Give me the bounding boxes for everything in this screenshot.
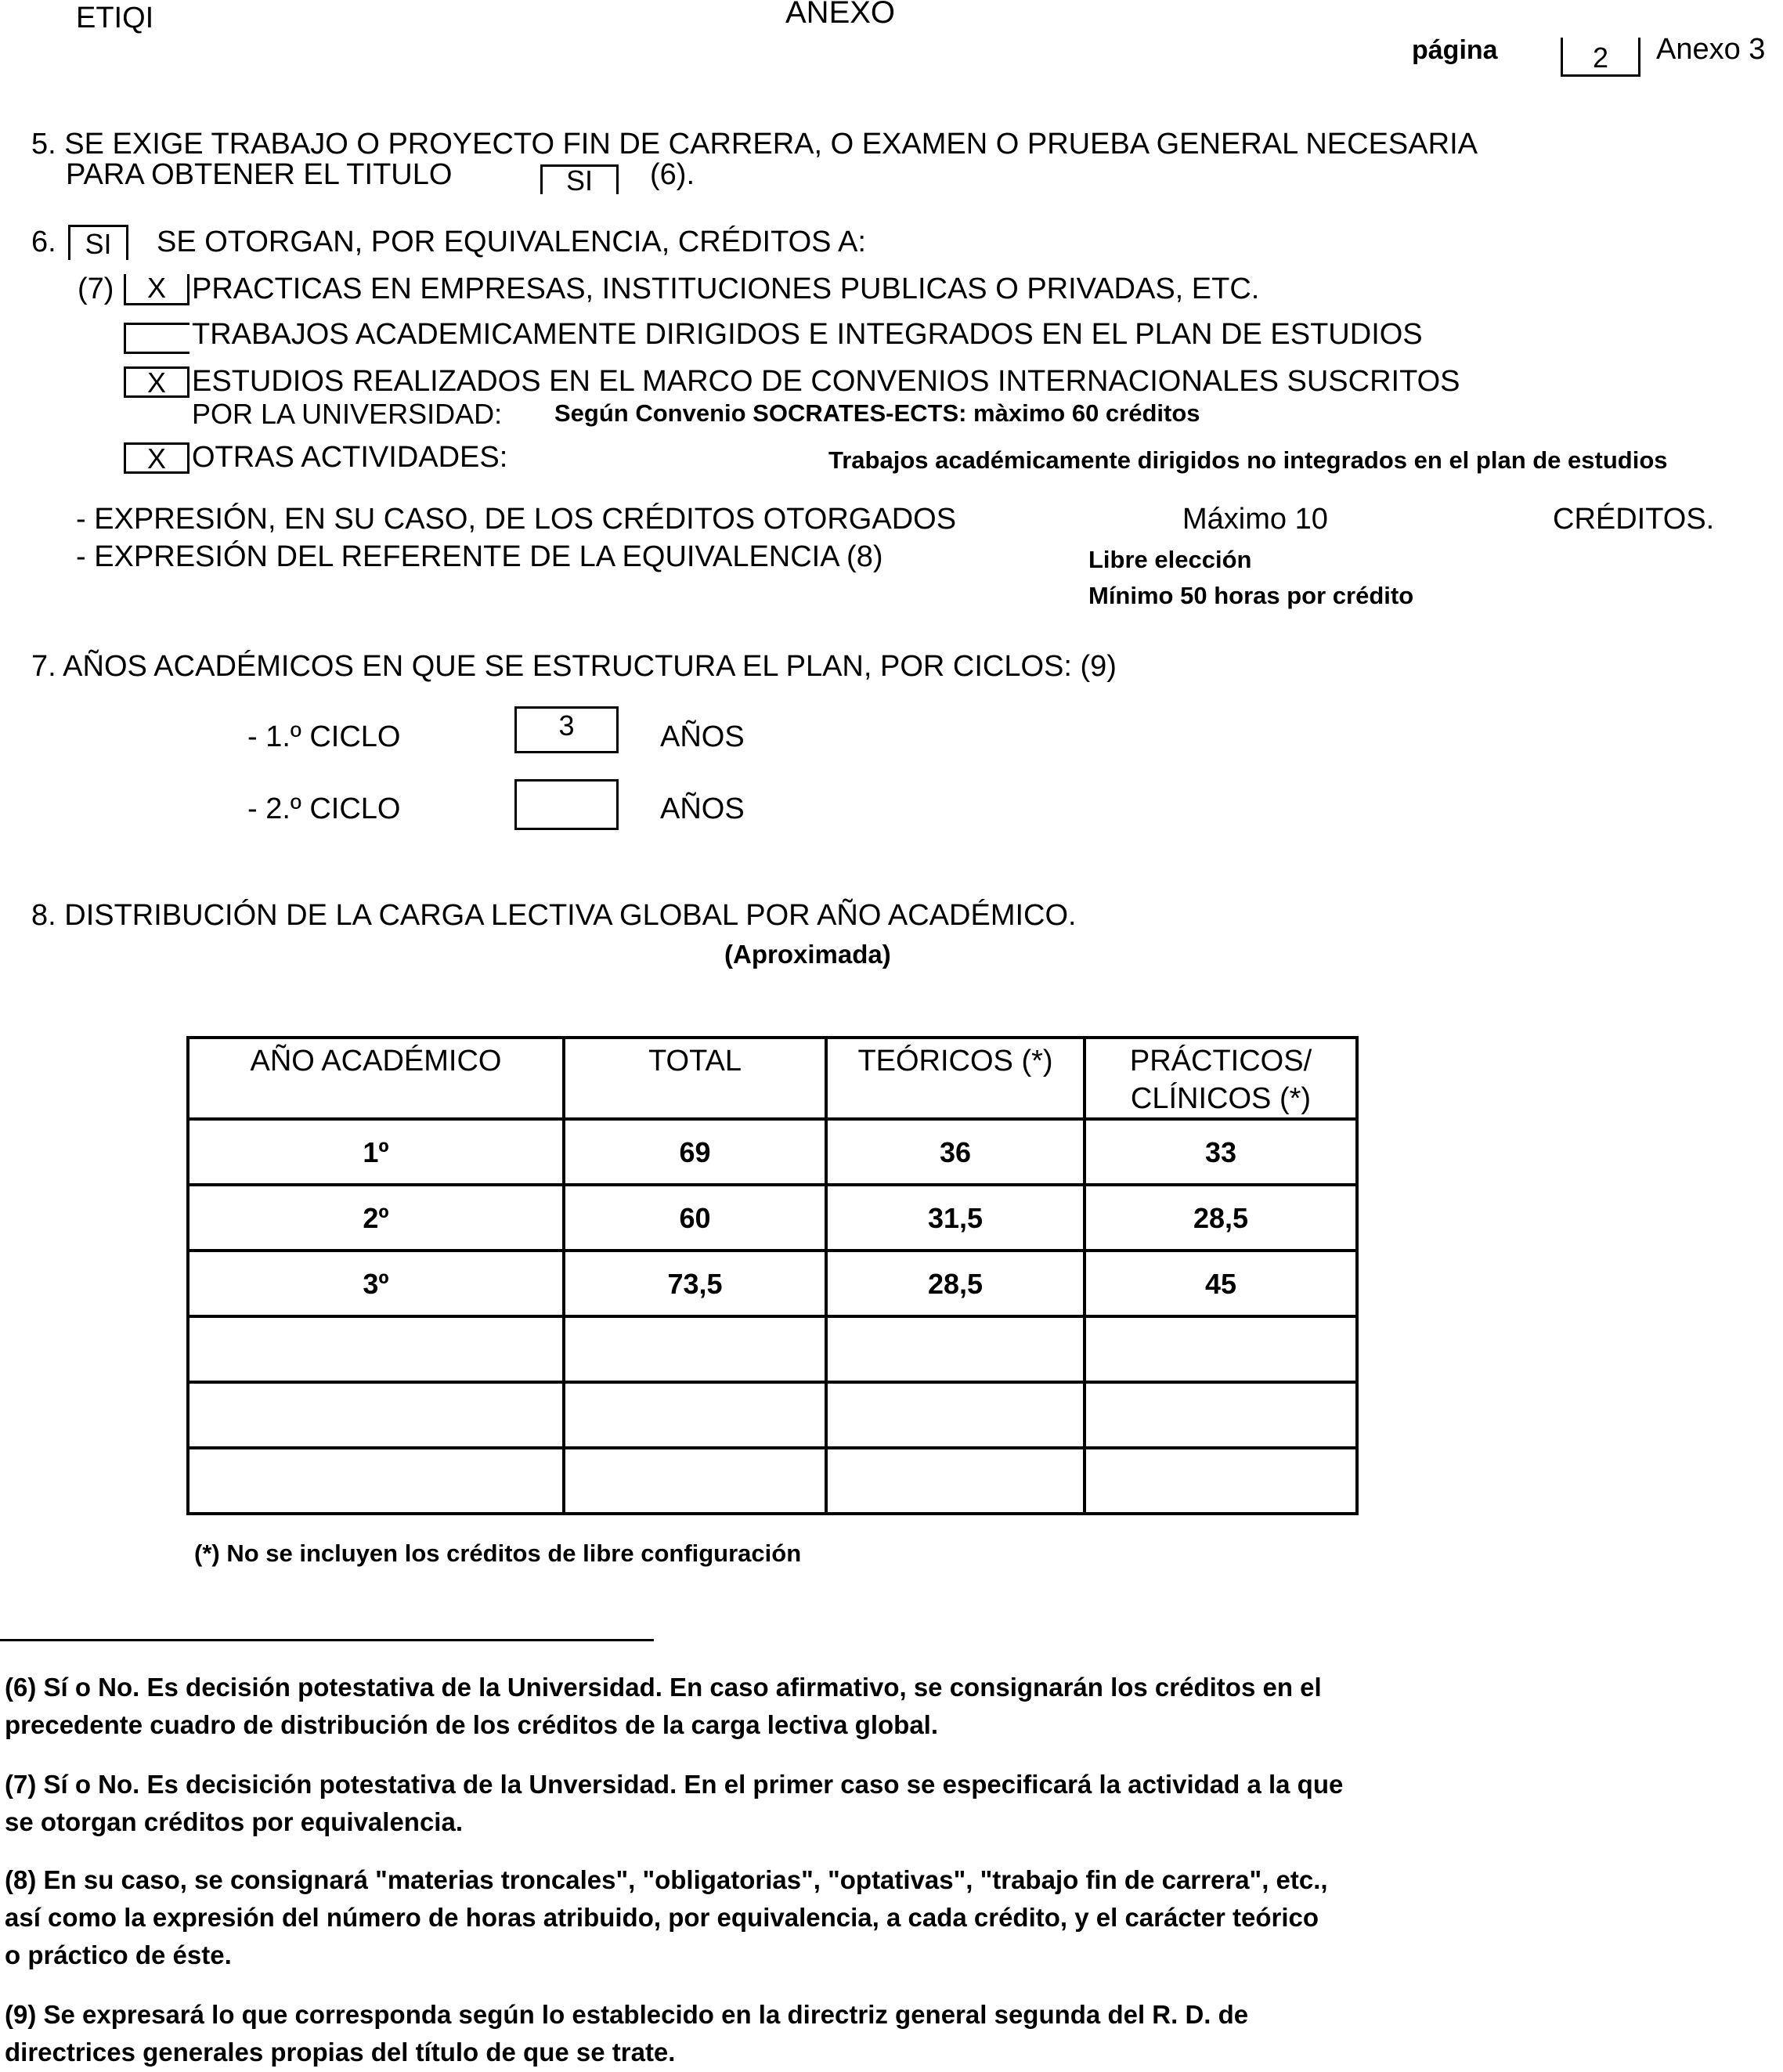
section6-number: 6. — [31, 226, 56, 258]
cycle-1-unit: AÑOS — [660, 720, 745, 753]
section6-checkbox: SI — [68, 225, 128, 260]
table-cell: 28,5 — [1085, 1185, 1357, 1251]
section5-note: (6). — [650, 158, 695, 191]
credits-unit: CRÉDITOS. — [1553, 503, 1715, 536]
section5-checkbox: SI — [540, 164, 619, 194]
table-header-row — [188, 1038, 1357, 1119]
footnote-line: se otorgan créditos por equivalencia. — [5, 1807, 463, 1836]
footnote-line: (6) Sí o No. Es decisión potestativa de la Universidad. En caso afirmativo, se consignarán los créditos en el — [5, 1673, 1322, 1702]
reference-label: - EXPRESIÓN DEL REFERENTE DE LA EQUIVALENCIA (8) — [76, 540, 883, 573]
table-cell — [1085, 1382, 1357, 1448]
item-2-checkbox — [124, 323, 189, 354]
cycle-2-label: - 2.º CICLO — [247, 792, 401, 825]
footnote-divider — [0, 1639, 654, 1641]
header-label: ETIQI — [76, 2, 154, 34]
table-cell — [564, 1316, 826, 1382]
footnote-line: directrices generales propias del título de que se trate. — [5, 2038, 676, 2067]
footnote-line: precedente cuadro de distribución de los créditos de la carga lectiva global. — [5, 1710, 939, 1739]
annex-label: Anexo 3 — [1656, 33, 1766, 66]
footnote-line: (8) En su caso, se consignará "materias troncales", "obligatorias", "optativas", "trabajo fin de carrera", etc., — [5, 1865, 1328, 1894]
table-cell: 60 — [564, 1185, 826, 1251]
column-header-year: AÑO ACADÉMICO — [188, 1038, 564, 1119]
table-cell: 36 — [826, 1119, 1085, 1185]
table-cell: 2º — [188, 1185, 564, 1251]
item-4-detail: Trabajos académicamente dirigidos no integrados en el plan de estudios — [828, 446, 1668, 474]
footnote-7 — [5, 1766, 1602, 1841]
section5-line2: PARA OBTENER EL TITULO — [66, 158, 453, 191]
table-cell: 73,5 — [564, 1251, 826, 1316]
reference-line2: Mínimo 50 horas por crédito — [1088, 582, 1414, 609]
footnote-line: (7) Sí o No. Es decisición potestativa de la Unversidad. En el primer caso se especificará la actividad a la que — [5, 1770, 1344, 1799]
item-3-text-cont: POR LA UNIVERSIDAD: — [192, 398, 503, 430]
table-cell — [188, 1448, 564, 1514]
table-row — [188, 1185, 1357, 1251]
footnote-line: o práctico de éste. — [5, 1940, 232, 1969]
cycle-1-label: - 1.º CICLO — [247, 720, 401, 753]
table-row — [188, 1382, 1357, 1448]
table-row — [188, 1251, 1357, 1316]
footnote-6 — [5, 1669, 1602, 1744]
footnote-8 — [5, 1861, 1602, 1974]
item-2-text: TRABAJOS ACADEMICAMENTE DIRIGIDOS E INTEGRADOS EN EL PLAN DE ESTUDIOS — [192, 318, 1423, 351]
footnote-line: (9) Se expresará lo que corresponda según lo establecido en la directriz general segunda del R. D. de — [5, 2000, 1249, 2029]
cycle-1-box: 3 — [514, 706, 619, 753]
table-cell: 1º — [188, 1119, 564, 1185]
column-header-practice — [1085, 1038, 1357, 1119]
column-header-practice-line1: PRÁCTICOS/ — [1129, 1045, 1312, 1078]
column-header-theory: TEÓRICOS (*) — [826, 1038, 1085, 1119]
item-3-checkbox: X — [124, 366, 189, 398]
page-label: página — [1412, 35, 1498, 65]
table-cell: 45 — [1085, 1251, 1357, 1316]
section6-heading: SE OTORGAN, POR EQUIVALENCIA, CRÉDITOS A: — [157, 226, 866, 258]
section8-heading: 8. DISTRIBUCIÓN DE LA CARGA LECTIVA GLOBAL POR AÑO ACADÉMICO. — [31, 899, 1077, 932]
item-1-text: PRACTICAS EN EMPRESAS, INSTITUCIONES PUBLICAS O PRIVADAS, ETC. — [192, 273, 1260, 305]
item-4-text: OTRAS ACTIVIDADES: — [192, 441, 508, 474]
footnote-9 — [5, 1996, 1602, 2071]
credits-value: Máximo 10 — [1182, 503, 1328, 536]
table-cell: 28,5 — [826, 1251, 1085, 1316]
footnote-line: así como la expresión del número de horas atribuido, por equivalencia, a cada crédito, y el carácter teórico — [5, 1903, 1319, 1932]
table-cell: 69 — [564, 1119, 826, 1185]
table-cell — [1085, 1448, 1357, 1514]
item-4-checkbox: X — [124, 442, 189, 474]
table-row — [188, 1448, 1357, 1514]
table-cell — [188, 1382, 564, 1448]
table-row — [188, 1316, 1357, 1382]
table-row — [188, 1119, 1357, 1185]
section6-note-ref: (7) — [78, 273, 114, 305]
reference-line1: Libre elección — [1088, 546, 1252, 573]
table-cell — [826, 1382, 1085, 1448]
table-cell — [826, 1448, 1085, 1514]
item-3-detail: Según Convenio SOCRATES-ECTS: màximo 60 créditos — [554, 399, 1200, 427]
section8-subheading: (Aproximada) — [724, 940, 891, 969]
table-cell — [564, 1448, 826, 1514]
table-cell — [564, 1382, 826, 1448]
table-cell: 31,5 — [826, 1185, 1085, 1251]
table-cell — [188, 1316, 564, 1382]
table-cell: 33 — [1085, 1119, 1357, 1185]
page-number-box: 2 — [1561, 38, 1640, 77]
section5-line1: 5. SE EXIGE TRABAJO O PROYECTO FIN DE CARRERA, O EXAMEN O PRUEBA GENERAL NECESARIA — [31, 128, 1478, 161]
table-cell: 3º — [188, 1251, 564, 1316]
document-title: ANEXO — [785, 0, 896, 30]
table-cell — [826, 1316, 1085, 1382]
item-3-text: ESTUDIOS REALIZADOS EN EL MARCO DE CONVENIOS INTERNACIONALES SUSCRITOS — [192, 365, 1460, 398]
column-header-total: TOTAL — [564, 1038, 826, 1119]
credits-label: - EXPRESIÓN, EN SU CASO, DE LOS CRÉDITOS OTORGADOS — [76, 503, 957, 536]
cycle-2-box — [514, 779, 619, 830]
item-1-checkbox: X — [124, 274, 189, 305]
credit-distribution-table — [186, 1036, 1359, 1515]
section7-heading: 7. AÑOS ACADÉMICOS EN QUE SE ESTRUCTURA EL PLAN, POR CICLOS: (9) — [31, 650, 1117, 683]
table-cell — [1085, 1316, 1357, 1382]
table-footnote: (*) No se incluyen los créditos de libre configuración — [194, 1540, 802, 1567]
column-header-practice-line2: CLÍNICOS (*) — [1130, 1082, 1312, 1115]
cycle-2-unit: AÑOS — [660, 792, 745, 825]
